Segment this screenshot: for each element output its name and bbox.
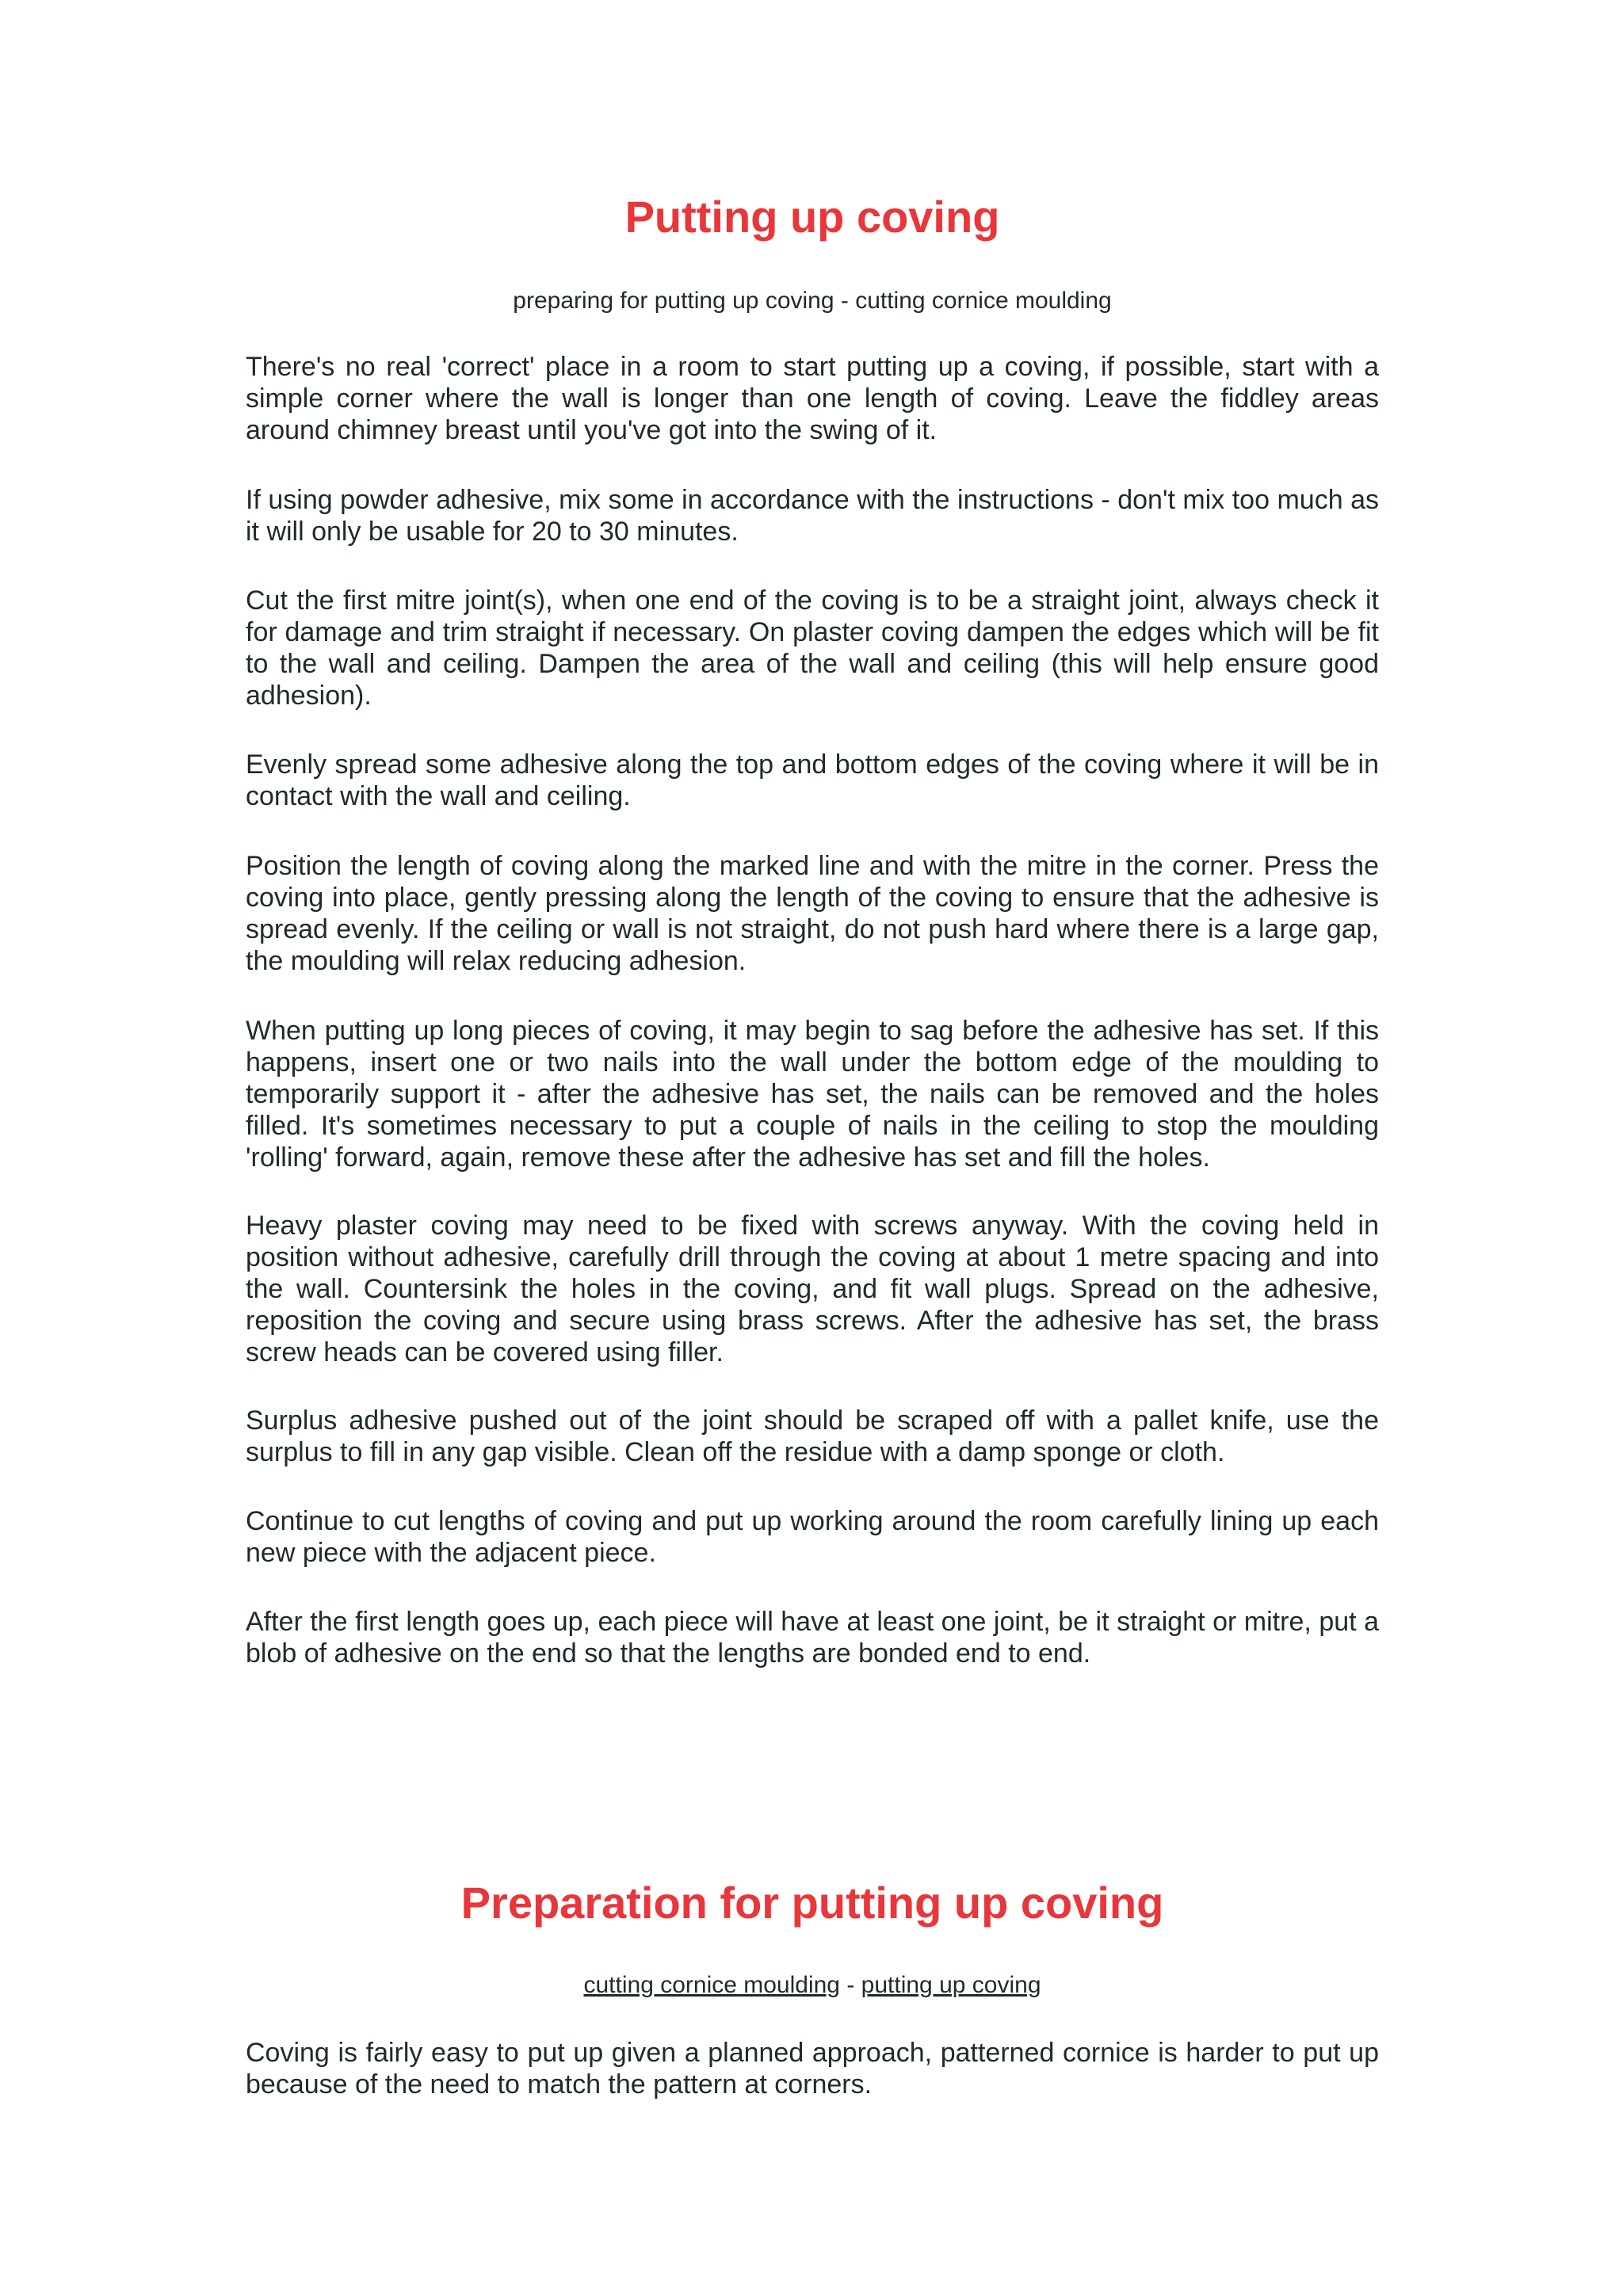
paragraph: When putting up long pieces of coving, it may begin to sag before the adhesive has set. If this happens, insert one or two nails into the wall under the bottom edge of the moulding to temporarily support it - after the adhesive has set, the nails can be removed and the holes filled. It's sometimes necessary to put a couple of nails in the ceiling to stop the moulding 'rolling' forward, again, remove these after the adhesive has set and fill the holes. bbox=[246, 1016, 1379, 1173]
paragraph: If using powder adhesive, mix some in accordance with the instructions - don't mix too much as it will only be usable for 20 to 30 minutes. bbox=[246, 485, 1379, 547]
paragraph: Coving is fairly easy to put up given a planned approach, patterned cornice is harder to put up because of the need to match the pattern at corners. bbox=[246, 2038, 1379, 2100]
section-title-preparation: Preparation for putting up coving bbox=[460, 1878, 1164, 1928]
paragraph: There's no real 'correct' place in a room to start putting up a coving, if possible, start with a simple corner where the wall is longer than one length of coving. Leave the fiddley areas around chimney breast until you've got into the swing of it. bbox=[246, 352, 1379, 445]
section-subtitle: preparing for putting up coving - cutting cornice moulding bbox=[513, 288, 1112, 314]
section-links bbox=[246, 1971, 1379, 2000]
paragraph: Cut the first mitre joint(s), when one end of the coving is to be a straight joint, always check it for damage and trim straight if necessary. On plaster coving dampen the edges which will be fit to the wall and ceiling. Dampen the area of the wall and ceiling (this will help ensure good adhesion). bbox=[246, 585, 1379, 711]
link-separator: - bbox=[840, 1972, 861, 1998]
paragraph: Position the length of coving along the marked line and with the mitre in the corner. Press the coving into place, gently pressing along the length of the coving to ensure that the adhesive is spread evenly. If the ceiling or wall is not straight, do not push hard where there is a large gap, the moulding will relax reducing adhesion. bbox=[246, 851, 1379, 976]
paragraph: Surplus adhesive pushed out of the joint should be scraped off with a pallet knife, use the surplus to fill in any gap visible. Clean off the residue with a damp sponge or cloth. bbox=[246, 1405, 1379, 1467]
paragraph: Evenly spread some adhesive along the top and bottom edges of the coving where it will be in contact with the wall and ceiling. bbox=[246, 749, 1379, 811]
paragraph: Continue to cut lengths of coving and put up working around the room carefully lining up each new piece with the adjacent piece. bbox=[246, 1506, 1379, 1568]
link-cutting-cornice-moulding[interactable]: cutting cornice moulding bbox=[583, 1972, 840, 1998]
link-putting-up-coving[interactable]: putting up coving bbox=[861, 1972, 1041, 1998]
section-title-putting-up-coving: Putting up coving bbox=[624, 192, 1000, 242]
paragraph: After the first length goes up, each piece will have at least one joint, be it straight or mitre, put a blob of adhesive on the end so that the lengths are bonded end to end. bbox=[246, 1607, 1379, 1669]
paragraph: Heavy plaster coving may need to be fixed with screws anyway. With the coving held in position without adhesive, carefully drill through the coving at about 1 metre spacing and into the wall. Countersink the holes in the coving, and fit wall plugs. Spread on the adhesive, reposition the coving and secure using brass screws. After the adhesive has set, the brass screw heads can be covered using filler. bbox=[246, 1211, 1379, 1367]
